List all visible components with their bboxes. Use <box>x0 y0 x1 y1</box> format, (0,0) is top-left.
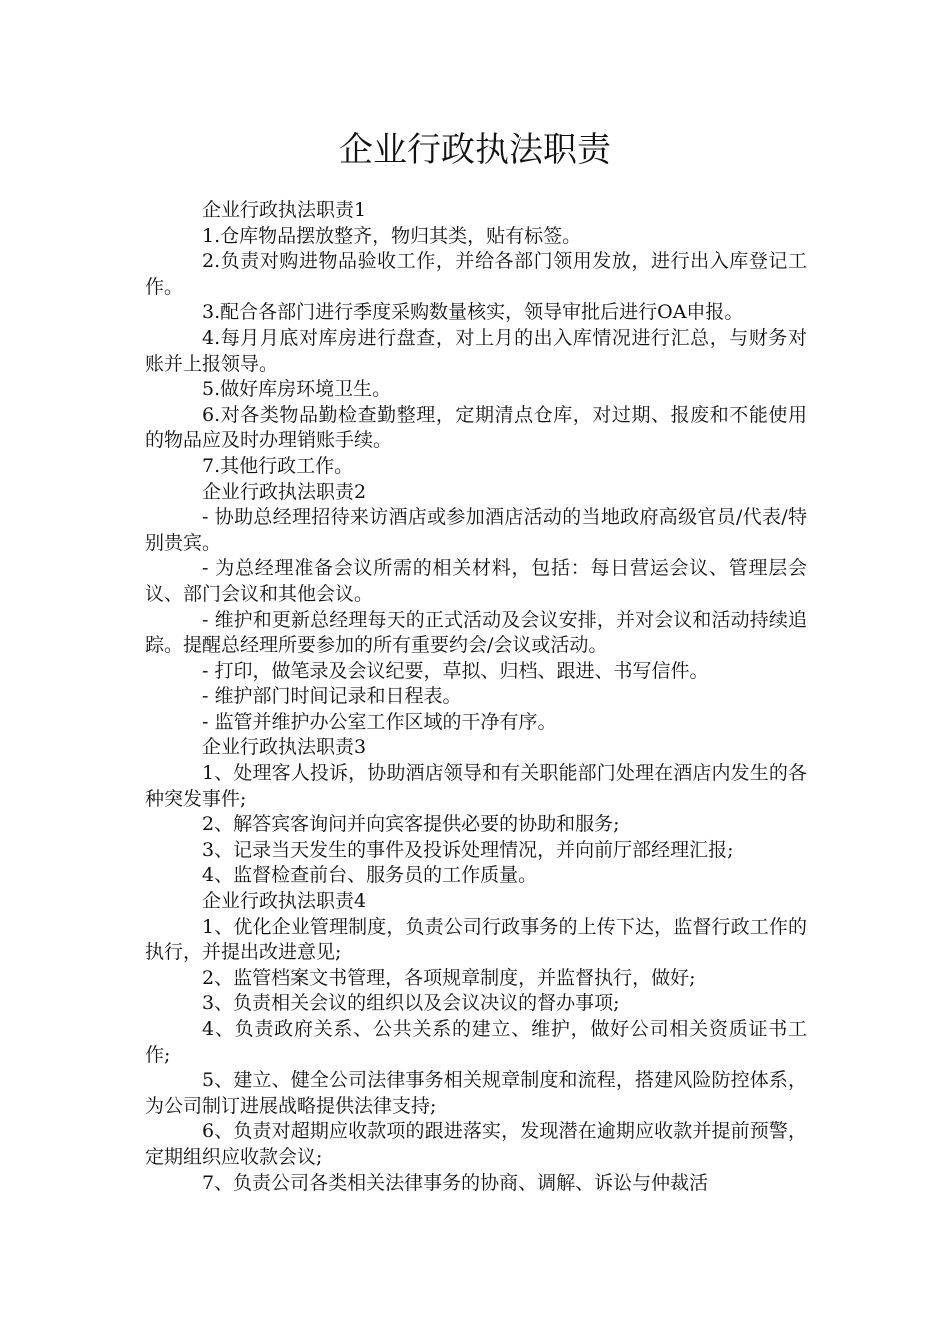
list-item: - 维护部门时间记录和日程表。 <box>202 685 462 708</box>
list-item: 1、优化企业管理制度，负责公司行政事务的上传下达，监督行政工作的执行，并提出改进意见; <box>145 915 807 964</box>
list-item: 1、处理客人投诉，协助酒店领导和有关职能部门处理在酒店内发生的各种突发事件; <box>145 762 807 810</box>
list-item: 1.仓库物品摆放整齐，物归其类，贴有标签。 <box>202 224 582 247</box>
list-item: 4.每月月底对库房进行盘查，对上月的出入库情况进行汇总，与财务对账并上报领导。 <box>145 326 807 375</box>
list-item: 3、负责相关会议的组织以及会议决议的督办事项; <box>202 992 620 1015</box>
section-heading: 企业行政执法职责4 <box>202 890 367 913</box>
list-item: 2、监管档案文书管理，各项规章制度，并监督执行，做好; <box>202 966 696 989</box>
section-heading: 企业行政执法职责1 <box>202 199 367 221</box>
list-item: 2、解答宾客询问并向宾客提供必要的协助和服务; <box>202 813 620 836</box>
list-item: - 打印，做笔录及会议纪要，草拟、归档、跟进、书写信件。 <box>202 659 709 682</box>
list-item: - 为总经理准备会议所需的相关材料，包括：每日营运会议、管理层会议、部门会议和其他会议。 <box>145 557 807 605</box>
list-item: 3、记录当天发生的事件及投诉处理情况，并向前厅部经理汇报; <box>202 838 734 861</box>
list-item: - 维护和更新总经理每天的正式活动及会议安排，并对会议和活动持续追踪。提醒总经理所要参加的所有重要约会/会议或活动。 <box>145 608 807 657</box>
list-item: 3.配合各部门进行季度采购数量核实，领导审批后进行OA申报。 <box>202 301 744 324</box>
list-item: 6、负责对超期应收款项的跟进落实，发现潜在逾期应收款并提前预警，定期组织应收款会议; <box>145 1120 807 1168</box>
section-heading: 企业行政执法职责2 <box>202 480 367 503</box>
list-item: 5、建立、健全公司法律事务相关规章制度和流程，搭建风险防控体系，为公司制订进展战略提供法律支持; <box>145 1069 807 1117</box>
list-item: 7.其他行政工作。 <box>202 454 354 477</box>
list-item: - 协助总经理招待来访酒店或参加酒店活动的当地政府高级官员/代表/特别贵宾。 <box>145 506 807 554</box>
page-title: 企业行政执法职责 <box>339 130 611 170</box>
list-item: - 监管并维护办公室工作区域的干净有序。 <box>202 710 557 733</box>
list-item: 2.负责对购进物品验收工作，并给各部门领用发放，进行出入库登记工作。 <box>145 250 807 298</box>
list-item: 6.对各类物品勤检查勤整理，定期清点仓库，对过期、报废和不能使用的物品应及时办理销账手续。 <box>145 403 807 452</box>
section-heading: 企业行政执法职责3 <box>202 736 367 759</box>
list-item: 5.做好库房环境卫生。 <box>202 378 392 401</box>
list-item: 4、监督检查前台、服务员的工作质量。 <box>202 864 538 887</box>
list-item: 7、负责公司各类相关法律事务的协商、调解、诉讼与仲裁活 <box>202 1171 709 1194</box>
list-item: 4、负责政府关系、公共关系的建立、维护，做好公司相关资质证书工作; <box>145 1018 807 1066</box>
document-body <box>145 198 807 1196</box>
